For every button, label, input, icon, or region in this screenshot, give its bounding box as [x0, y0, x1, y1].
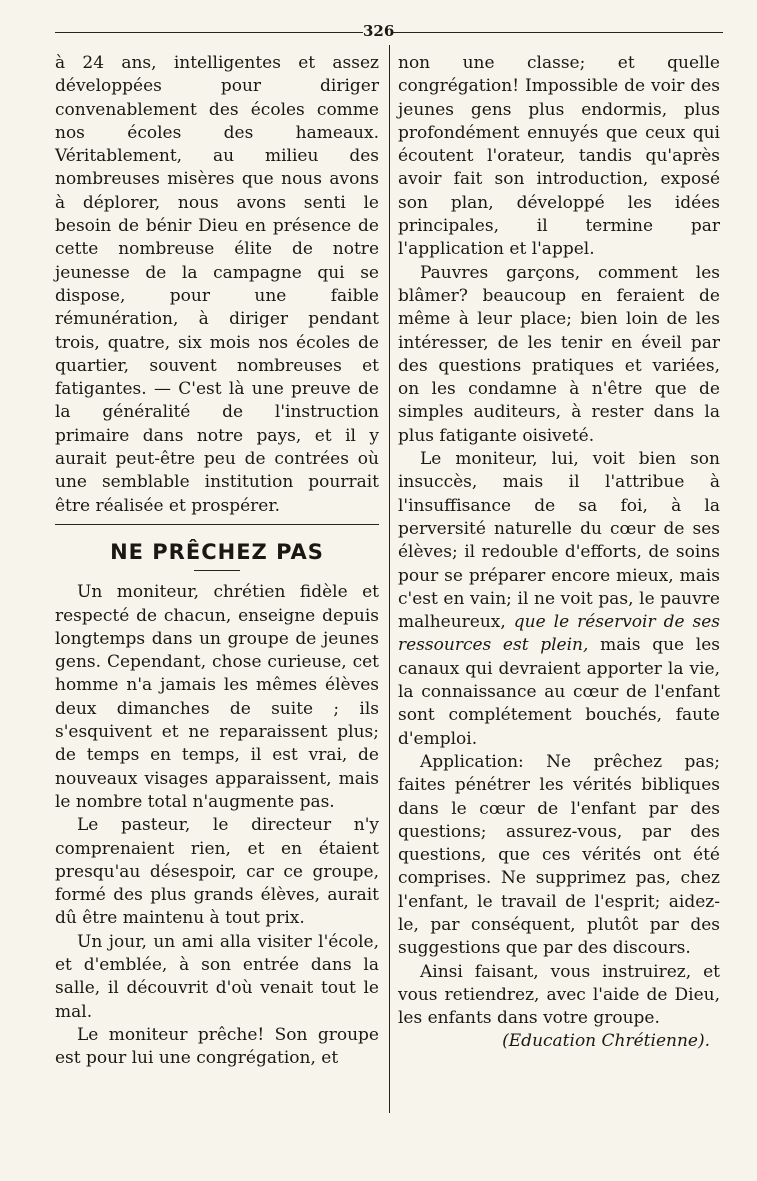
- article-paragraph: Application: Ne prêchez pas; faites pénétrer les vérités bibliques dans le cœur de l'enfant par des questions; assurez-vous, par des questions, que ces vérités ont été comprises. Ne supprimez pas, chez l'enfant, le travail de l'esprit; aidez-le, par conséquent, plutôt par des suggestions que par des discours.: [398, 751, 720, 959]
- paragraph-text: Le moniteur, lui, voit bien son insuccès, mais il l'attribue à l'insuffisance de sa foi, à la perversité naturelle du cœur de ses élèves; il redouble d'efforts, de soins pour se préparer encore mieux, mais c'est en vain; il ne voit pas, le pauvre malheureux,: [398, 449, 720, 633]
- article-paragraph: Le moniteur prêche! Son groupe est pour lui une congrégation, et: [55, 1024, 379, 1069]
- article-paragraph: Pauvres garçons, comment les blâmer? beaucoup en feraient de même à leur place; bien loin de les intéresser, de les tenir en éveil par des questions pratiques et variées, on les condamne à n'être que de simples auditeurs, à rester dans la plus fatigante oisiveté.: [398, 262, 720, 446]
- article-paragraph: [398, 448, 720, 751]
- left-column: [55, 52, 379, 1070]
- article-paragraph: non une classe; et quelle congrégation! Impossible de voir des jeunes gens plus endormis, plus profondément ennuyés que ceux qui écoutent l'orateur, tandis qu'après avoir fait son introduction, exposé son plan, développé les idées principales, il termine par l'application et l'appel.: [398, 53, 720, 260]
- section-divider: [55, 524, 379, 525]
- title-underline: [194, 570, 240, 571]
- right-column: [398, 52, 720, 1054]
- header-rule-left: [55, 32, 363, 33]
- header-rule-right: [393, 32, 723, 33]
- article-paragraph: Un moniteur, chrétien fidèle et respecté de chacun, enseigne depuis longtemps dans un groupe de jeunes gens. Cependant, chose curieuse, cet homme n'a jamais les mêmes élèves deux dimanches de suite ; ils s'esquivent et ne reparaissent plus; de temps en temps, il est vrai, de nouveaux visages apparaissent, mais le nombre total n'augmente pas.: [55, 582, 379, 812]
- article-paragraph: Le pasteur, le directeur n'y comprenaient rien, et en étaient presqu'au désespoir, car ce groupe, formé des plus grands élèves, aurait dû être maintenu à tout prix.: [55, 815, 379, 929]
- continuation-paragraph: à 24 ans, intelligentes et assez développées pour diriger convenablement des écoles comme nos écoles des hameaux. Véritablement, au milieu des nombreuses misères que nous avons à déplorer, nous avons senti le besoin de bénir Dieu en présence de cette nombreuse élite de notre jeunesse de la campagne qui se dispose, pour une faible rémunération, à diriger pendant trois, quatre, six mois nos écoles de quartier, souvent nombreuses et fatigantes. — C'est là une preuve de la généralité de l'instruction primaire dans notre pays, et il y aurait peut-être peu de contrées où une semblable institution pourrait être réalisée et prospérer.: [55, 53, 379, 516]
- article-paragraph: Ainsi faisant, vous instruirez, et vous retiendrez, avec l'aide de Dieu, les enfants dans votre groupe.: [398, 961, 720, 1029]
- paragraph-text: mais que les canaux qui devraient apporter la vie, la connaissance au cœur de l'enfant sont complétement bouchés, faute d'emploi.: [398, 635, 720, 749]
- source-signature: (Education Chrétienne).: [502, 1031, 710, 1052]
- article-title: NE PRÊCHEZ PAS: [110, 539, 324, 564]
- italic-phrase: que le réservoir de ses ressources est plein,: [398, 612, 720, 656]
- article-paragraph: Un jour, un ami alla visiter l'école, et d'emblée, à son entrée dans la salle, il découvrit d'où venait tout le mal.: [55, 931, 379, 1022]
- page-number: 326: [363, 22, 395, 40]
- column-divider: [389, 45, 390, 1113]
- page-header: [55, 22, 723, 42]
